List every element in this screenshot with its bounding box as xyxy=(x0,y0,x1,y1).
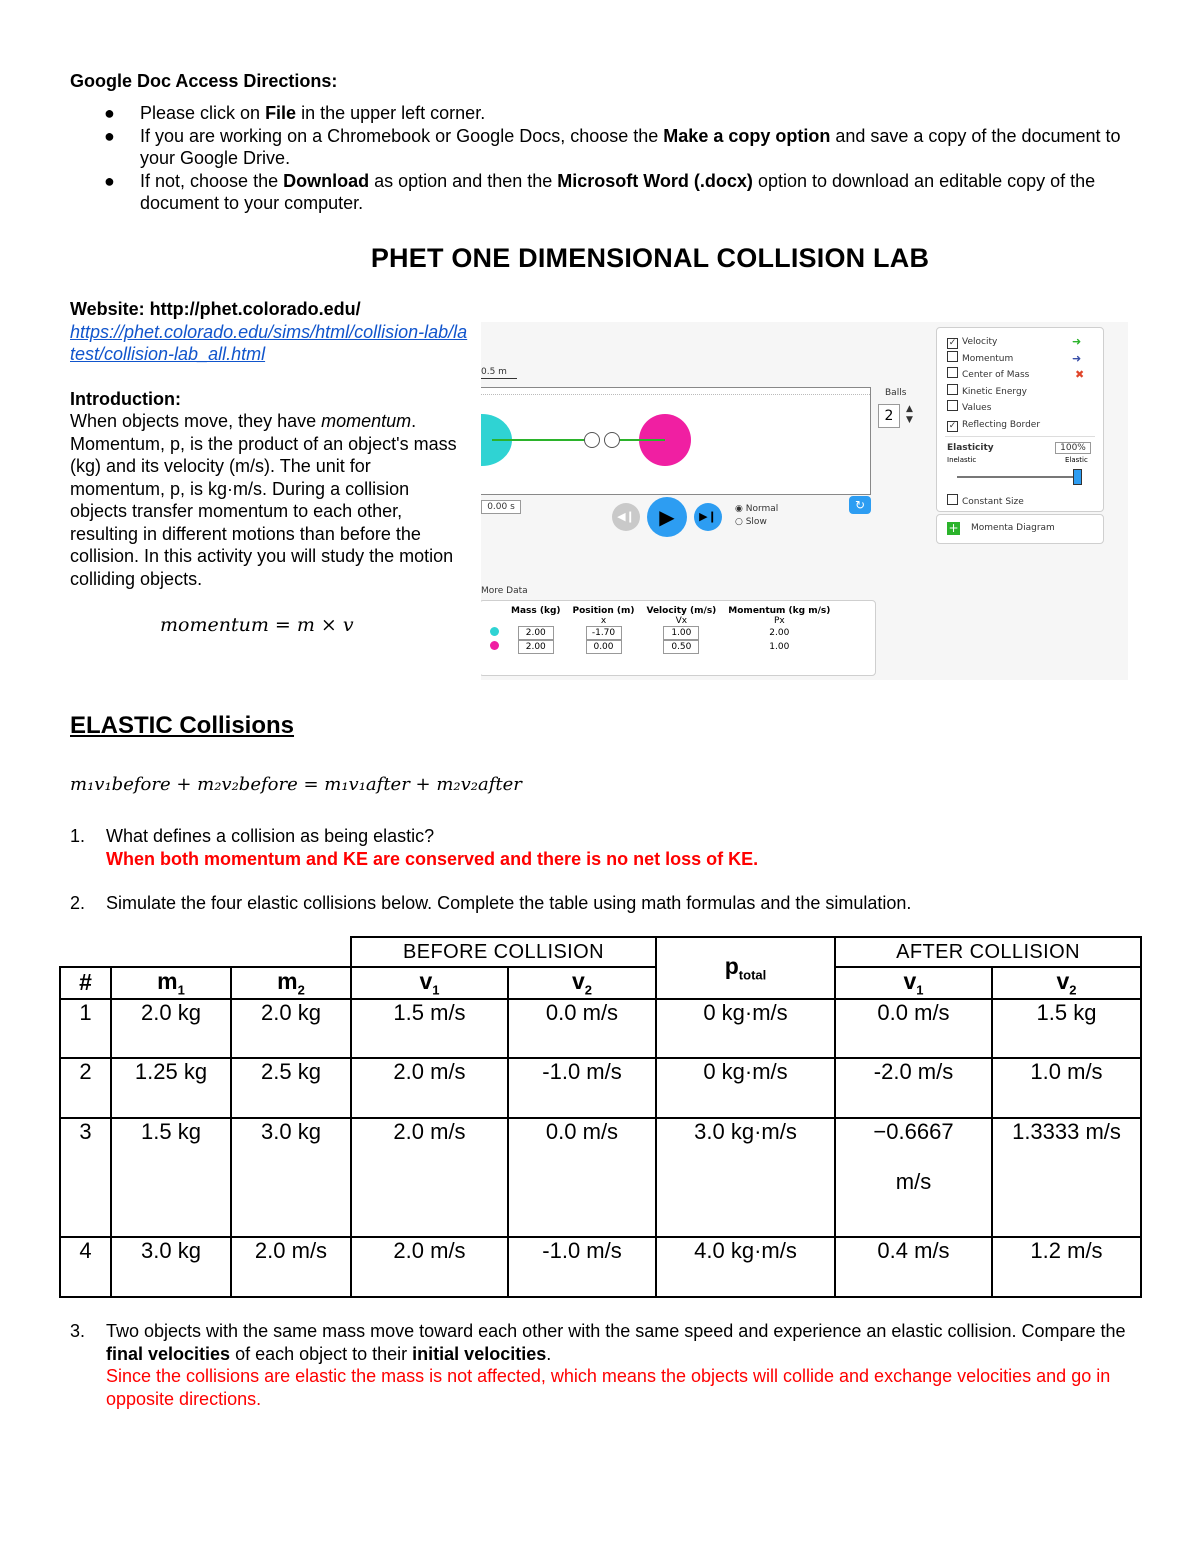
answer-1: When both momentum and KE are conserved and there is no net loss of KE. xyxy=(106,848,759,869)
spinner-arrows-icon[interactable]: ▲ ▼ xyxy=(906,404,913,425)
elastic-label: Elastic xyxy=(1065,456,1088,464)
step-forward-button[interactable]: ▶❙ xyxy=(694,503,722,531)
data-table-panel xyxy=(481,600,876,676)
more-data-label: More Data xyxy=(481,586,528,596)
col-header: Position (m) xyxy=(572,606,635,616)
velocity-arrow-2 xyxy=(615,439,665,441)
divider xyxy=(945,436,1095,437)
intro-column xyxy=(70,298,470,637)
page-title: PHET ONE DIMENSIONAL COLLISION LAB xyxy=(370,243,930,273)
checkbox-icon[interactable] xyxy=(947,384,958,395)
question-1: 1. What defines a collision as being elastic? When both momentum and KE are conserved and there is no net loss of KE. xyxy=(70,825,1150,870)
checkbox-icon[interactable] xyxy=(947,367,958,378)
checkbox-icon[interactable] xyxy=(947,351,958,362)
col-header: $v_2$ xyxy=(992,967,1141,999)
table-row xyxy=(484,640,836,654)
list-item: ● If not, choose the Download as option and then the Microsoft Word (.docx) option to download an editable copy of the document to your computer. xyxy=(104,170,1096,213)
col-header: Momentum (kg m/s) xyxy=(728,606,831,616)
option-checkbox-kinetic-energy[interactable]: Kinetic Energy xyxy=(947,384,1103,401)
balls-label: Balls xyxy=(885,388,907,398)
col-header: Mass (kg) xyxy=(511,606,561,616)
momentum-arrow-icon: ➜ xyxy=(1072,351,1082,365)
option-checkbox-values[interactable]: Values xyxy=(947,400,1103,417)
center-of-mass-icon: ✖ xyxy=(1075,368,1085,381)
velocity-handle-2[interactable] xyxy=(604,432,620,448)
table-row: 1 2.0 kg 2.0 kg 1.5 m/s 0.0 m/s 0 kg·m/s 0.0 m/s 1.5 kg xyxy=(60,999,1141,1058)
website-label: Website: http://phet.colorado.edu/ xyxy=(70,299,361,319)
answer-3: Since the collisions are elastic the mass is not affected, which means the objects will collide and exchange velocities and go in opposite directions. xyxy=(106,1366,1111,1409)
velocity-handle-1[interactable] xyxy=(584,432,600,448)
option-checkbox-reflecting-border[interactable]: ✓ Reflecting Border xyxy=(948,419,1041,431)
p-total-header: $p_{total}$ xyxy=(656,937,835,999)
question-2: 2. Simulate the four elastic collisions below. Complete the table using math formulas and the simulation. xyxy=(70,893,912,913)
momenta-diagram-label: Momenta Diagram xyxy=(971,523,1055,533)
file-menu-ref: File xyxy=(265,103,297,123)
momentum-formula: momentum = m × v xyxy=(160,614,354,636)
elastic-heading: ELASTIC Collisions xyxy=(70,712,295,739)
collision-table xyxy=(59,936,1142,1298)
col-header: Velocity (m/s) xyxy=(646,606,717,616)
play-area xyxy=(481,387,871,495)
ruler xyxy=(481,388,870,395)
balls-spinner[interactable]: 2 xyxy=(878,404,900,428)
col-header: # xyxy=(60,967,111,999)
elasticity-slider-thumb[interactable] xyxy=(1073,469,1082,485)
col-header: $m_2$ xyxy=(231,967,351,999)
ball-2-swatch xyxy=(490,641,499,650)
position-1-input[interactable]: -1.70 xyxy=(586,626,622,640)
question-3: 3. Two objects with the same mass move toward each other with the same speed and experience an elastic collision. Compare the final velocities of each object to their initial velocities. Since the collisions are elastic the mass is not affected, which means the objects will collide and exchange velocities and go in opposite directions. xyxy=(70,1320,1150,1410)
checkbox-icon[interactable]: ✓ xyxy=(948,420,957,431)
velocity-arrow-icon: ➜ xyxy=(1072,335,1082,348)
intro-heading: Introduction: xyxy=(70,388,181,409)
checkbox-icon[interactable]: ✓ xyxy=(948,338,957,348)
list-item: ● Please click on File in the upper left corner. xyxy=(104,103,486,123)
speed-slow-radio[interactable]: ○ Slow xyxy=(735,517,767,527)
table-row: 3 1.5 kg 3.0 kg 2.0 m/s 0.0 m/s 3.0 kg·m/s −0.6667 m/s 1.3333 m/s xyxy=(60,1118,1141,1237)
col-header: $v_1$ xyxy=(351,967,508,999)
before-collision-header: BEFORE COLLISION xyxy=(351,937,656,967)
ball-1-swatch xyxy=(490,627,499,636)
directions-list xyxy=(100,102,1140,215)
mass-2-input[interactable]: 2.00 xyxy=(518,640,554,654)
mass-1-input[interactable]: 2.00 xyxy=(518,626,554,640)
option-checkbox-center-of-mass[interactable]: Center of Mass ✖ xyxy=(947,367,1103,384)
col-header: $v_2$ xyxy=(508,967,656,999)
elasticity-slider[interactable] xyxy=(957,476,1077,478)
momentum-1: 2.00 xyxy=(769,628,790,638)
data-table: Mass (kg) Position (m) Velocity (m/s) Momentum (kg m/s) x Vx Px 2.00 -1.70 1.00 2.00 2.00 0.00 0.50 1.00 xyxy=(484,606,836,654)
option-checkbox-velocity[interactable]: ✓ Velocity ➜ xyxy=(947,334,1103,351)
col-header: $m_1$ xyxy=(111,967,231,999)
velocity-arrow-1 xyxy=(492,439,592,441)
constant-size-checkbox[interactable]: Constant Size xyxy=(947,494,1024,507)
elasticity-label: Elasticity xyxy=(947,443,994,453)
scale-bar xyxy=(481,378,517,379)
intro-text: When objects move, they have momentum. Momentum, p, is the product of an object's mass (kg) and its velocity (m/s). The unit for momentum, p, is kg·m/s. During a collision objects transfer momentum to each other, resulting in different motions than before the collision. In this activity you will study the motion colliding objects. xyxy=(70,411,457,589)
col-header: $v_1$ xyxy=(835,967,992,999)
list-item: ● If you are working on a Chromebook or Google Docs, choose the Make a copy option and save a copy of the document to your Google Drive. xyxy=(104,125,1121,168)
scale-label: 0.5 m xyxy=(481,367,507,377)
velocity-1-input[interactable]: 1.00 xyxy=(663,626,699,640)
step-back-button[interactable]: ◀❙ xyxy=(612,503,640,531)
table-row xyxy=(484,626,836,640)
momenta-diagram-toggle[interactable] xyxy=(936,514,1104,544)
phet-sim-screenshot xyxy=(481,322,1128,680)
time-readout: 0.00 s xyxy=(481,500,521,514)
reset-icon[interactable]: ↻ xyxy=(849,496,871,514)
directions-heading: Google Doc Access Directions: xyxy=(70,71,338,91)
elasticity-value: 100% xyxy=(1055,442,1091,454)
after-collision-header: AFTER COLLISION xyxy=(835,937,1141,967)
options-panel xyxy=(936,327,1104,512)
play-button[interactable]: ▶ xyxy=(647,497,687,537)
conservation-equation: m₁v₁before + m₂v₂before = m₁v₁after + m₂v₂after xyxy=(70,774,522,795)
inelastic-label: Inelastic xyxy=(947,456,977,464)
table-row: 2 1.25 kg 2.5 kg 2.0 m/s -1.0 m/s 0 kg·m/s -2.0 m/s 1.0 m/s xyxy=(60,1058,1141,1118)
table-row: 4 3.0 kg 2.0 m/s 2.0 m/s -1.0 m/s 4.0 kg·m/s 0.4 m/s 1.2 m/s xyxy=(60,1237,1141,1297)
position-2-input[interactable]: 0.00 xyxy=(586,640,622,654)
velocity-2-input[interactable]: 0.50 xyxy=(663,640,699,654)
option-checkbox-momentum[interactable]: Momentum ➜ xyxy=(947,351,1103,368)
speed-normal-radio[interactable]: ◉ Normal xyxy=(735,504,779,514)
sim-link[interactable]: https://phet.colorado.edu/sims/html/collision-lab/latest/collision-lab_all.html xyxy=(70,321,468,364)
checkbox-icon[interactable] xyxy=(947,400,958,411)
plus-icon[interactable]: + xyxy=(948,521,959,535)
options-list xyxy=(937,328,1103,433)
momentum-2: 1.00 xyxy=(769,642,790,652)
